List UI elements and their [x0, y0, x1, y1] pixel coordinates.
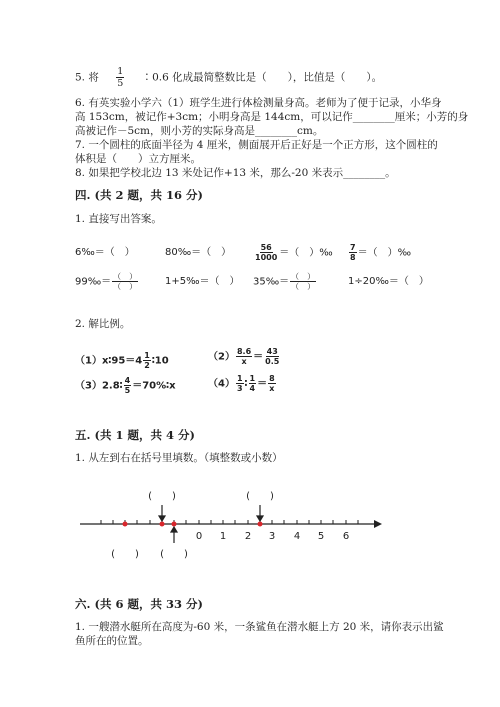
point-marker-c [172, 522, 177, 527]
question-6-line-2: 高 153cm，被记作+3cm；小明身高是 144cm，可以记作________厘米；小芳的身 [75, 111, 469, 123]
q5-fraction: $\frac{1}{5}$ [117, 66, 124, 89]
question-8: 8. 如果把学校北边 13 米处记作+13 米，那么-20 米表示________。 [75, 167, 396, 179]
q5-prefix: 5. 将 [75, 71, 99, 84]
tick-label-4: 4 [293, 531, 301, 542]
section-4-q1-title: 1. 直接写出答案。 [75, 213, 162, 225]
question-6-line-3: 高被记作－5cm，则小芳的实际身高是________cm。 [75, 125, 324, 137]
s4q2-proportion-3: （3）2.8∶ $\frac{4}{5}$ ＝70%∶x [75, 376, 176, 395]
blank-top-2: ( ) [246, 491, 274, 502]
section-5-title: 五. (共 1 题，共 4 分) [75, 428, 195, 442]
s4q1-item-d: $\frac{7}{8}$ ＝（ ）‰ [350, 243, 411, 262]
tick-label-5: 5 [317, 531, 325, 542]
section-6-title: 六. (共 6 题，共 33 分) [75, 597, 203, 611]
blank-top-1: ( ) [148, 491, 176, 502]
s4q1-item-f: 1+5‰＝（ ） [165, 276, 240, 287]
s4q1-item-g: 35‰＝ $\frac{( )}{( )}$ [253, 272, 316, 291]
point-marker-b [160, 522, 165, 527]
section-4-q2-title: 2. 解比例。 [75, 318, 131, 330]
question-5 [75, 66, 382, 89]
point-marker-d [258, 522, 263, 527]
s4q2-proportion-2: （2） $\frac{8.6}{x}$ ＝ $\frac{43}{0.5}$ [208, 347, 280, 366]
question-6-line-1: 6. 有英实验小学六（1）班学生进行体检测量身高。老师为了便于记录，小华身 [75, 97, 442, 109]
tick-label-1: 1 [219, 531, 227, 542]
s4q1-item-b: 80‰＝（ ） [165, 247, 232, 258]
s4q1-item-a: 6‰＝（ ） [75, 247, 135, 258]
number-line-arrowhead [374, 520, 382, 528]
s4q1-item-c: $\frac{56}{1000}$ ＝（ ）‰ [255, 243, 333, 262]
section-5-q1-title: 1. 从左到右在括号里填数。（填整数或小数） [75, 452, 283, 464]
tick-label-6: 6 [342, 531, 350, 542]
number-line-figure [70, 485, 390, 565]
s4q1-item-h: 1÷20‰＝（ ） [348, 276, 429, 287]
tick-label-2: 2 [244, 531, 252, 542]
s4q2-proportion-4: （4） $\frac{1}{3}$ ∶ $\frac{1}{4}$ ＝ $\frac{8}{x}$ [208, 374, 275, 393]
s4q1-item-e: 99‰＝ $\frac{( )}{( )}$ [75, 272, 138, 291]
q5-suffix: ∶0.6 化成最简整数比是（ ），比值是（ ）。 [141, 71, 383, 84]
blank-bottom-1: ( ) [111, 549, 139, 560]
question-7-line-1: 7. 一个圆柱的底面半径为 4 厘米，侧面展开后正好是一个正方形，这个圆柱的 [75, 139, 438, 151]
question-7-line-2: 体积是（ ）立方厘米。 [75, 153, 201, 165]
section-6-q1-line-1: 1. 一艘潜水艇所在高度为-60 米，一条鲨鱼在潜水艇上方 20 米，请你表示出鲨 [75, 621, 444, 633]
tick-label-0: 0 [195, 531, 203, 542]
section-4-title: 四. (共 2 题，共 16 分) [75, 188, 203, 202]
section-6-q1-line-2: 鱼所在的位置。 [75, 635, 149, 647]
s4q2-proportion-1: （1）x∶95＝4 $\frac{1}{2}$ ∶10 [75, 351, 169, 370]
blank-bottom-2: ( ) [160, 549, 188, 560]
point-marker-a [123, 522, 128, 527]
tick-label-3: 3 [268, 531, 276, 542]
